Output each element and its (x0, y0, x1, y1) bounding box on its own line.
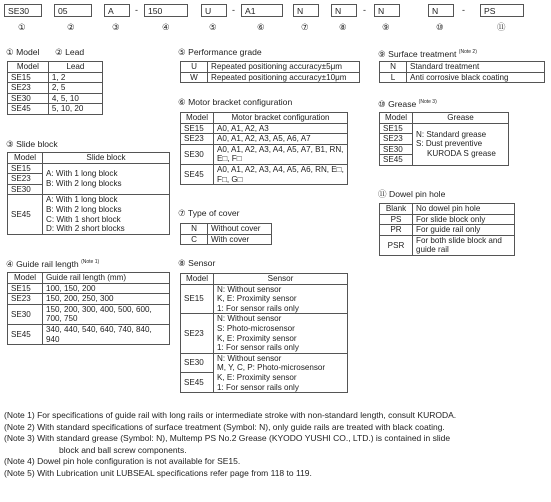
table-header: Slide block (43, 153, 170, 164)
table-row (181, 72, 360, 83)
table-row (8, 104, 103, 115)
table-cell: SE45 (181, 373, 214, 393)
motor-bracket-table (180, 112, 348, 185)
table-header: Model (380, 113, 413, 124)
table-row (380, 225, 515, 236)
performance-table (180, 61, 360, 83)
table-cell: U (181, 62, 208, 73)
table-row (181, 144, 348, 164)
table-cell: A: With 1 long block B: With 2 long blocks (43, 163, 170, 195)
grease-title: ⑩ Grease $^{(Note 3)}$ (378, 98, 437, 109)
table-header: Model (181, 274, 214, 285)
table-row (8, 72, 103, 83)
table-cell: SE45 (380, 155, 413, 166)
table-cell: For both slide block and guide rail (413, 235, 515, 255)
code-seg-slide-block: A (104, 4, 130, 17)
note-5: (Note 5) With Lubrication unit LUBSEAL specifications refer page from 118 to 119. (4, 467, 312, 478)
table-cell: PS (380, 214, 413, 225)
code-index-6: ⑥ (257, 22, 265, 32)
table-cell: A0, A1, A2, A3, A5, A6, A7 (214, 134, 348, 145)
table-row (181, 134, 348, 145)
table-cell: 150, 200, 250, 300 (43, 294, 170, 305)
note-4: (Note 4) Dowel pin hole configuration is not available for SE15. (4, 456, 241, 467)
table-cell: SE30 (8, 184, 43, 195)
code-seg-grease: N (428, 4, 454, 17)
table-cell: SE30 (380, 144, 413, 155)
table-cell: For guide rail only (413, 225, 515, 236)
table-cell: N: Without sensor M, Y, C, P: Photo-microsensor K, E: Proximity sensor 1: For sensor rails only (214, 353, 348, 392)
code-seg-rail-length: 150 (144, 4, 188, 17)
table-cell: 5, 10, 20 (48, 104, 102, 115)
model-code-row (4, 4, 549, 36)
table-cell: W (181, 72, 208, 83)
table-cell: 4, 5, 10 (48, 93, 102, 104)
code-index-1: ① (18, 22, 26, 32)
note-2: (Note 2) With standard specifications of surface treatment (Symbol: N), only guide rails are treated with black coating. (4, 421, 445, 432)
code-seg-sensor: N (331, 4, 357, 17)
table-cell: Repeated positioning accuracy±5μm (208, 62, 360, 73)
table-header: Model (8, 273, 43, 284)
guide-rail-table (7, 272, 170, 345)
code-seg-model: SE30 (4, 4, 42, 17)
table-cell: N (380, 62, 407, 73)
code-index-2: ② (67, 22, 75, 32)
table-cell: SE23 (8, 294, 43, 305)
table-header: Sensor (214, 274, 348, 285)
code-seg-performance: U (201, 4, 227, 17)
footnotes (4, 410, 549, 480)
motor-bracket-title: ⑥ Motor bracket configuration (178, 97, 293, 107)
performance-title: ⑤ Performance grade (178, 47, 262, 57)
table-cell: N: Without sensor K, E: Proximity sensor 1: For sensor rails only (214, 284, 348, 314)
table-row (181, 224, 272, 235)
table-cell: Blank (380, 204, 413, 215)
code-seg-cover: N (293, 4, 319, 17)
cover-table (180, 223, 272, 245)
table-cell: A0, A1, A2, A3, A4, A5, A6, RN, E□, F□, G□ (214, 164, 348, 184)
table-cell: L (380, 72, 407, 83)
table-cell: SE30 (181, 144, 214, 164)
table-cell: 340, 440, 540, 640, 740, 840, 940 (43, 324, 170, 344)
code-index-11: ⑪ (497, 22, 506, 32)
table-row (181, 234, 272, 245)
table-cell: SE15 (181, 284, 214, 314)
dowel-title: ⑪ Dowel pin hole (378, 189, 446, 199)
table-cell: SE45 (8, 195, 43, 234)
table-row (380, 72, 545, 83)
table-cell: SE15 (8, 163, 43, 174)
table-row (8, 195, 170, 234)
table-header: Model (181, 113, 214, 124)
code-index-3: ③ (112, 22, 120, 32)
note-1: (Note 1) For specifications of guide rail with long rails or intermediate stroke with non-standard length, consult KURODA. (4, 410, 457, 420)
table-row (8, 83, 103, 94)
grease-table (379, 112, 509, 166)
table-row (8, 304, 170, 324)
table-cell: PR (380, 225, 413, 236)
table-cell: N (181, 224, 208, 235)
surface-title: ⑨ Surface treatment $^{(Note 2)}$ (378, 48, 477, 59)
code-dash: - (363, 5, 366, 15)
table-cell: For slide block only (413, 214, 515, 225)
table-cell: Without cover (208, 224, 272, 235)
table-row (8, 324, 170, 344)
table-cell: Repeated positioning accuracy±10μm (208, 72, 360, 83)
table-cell: N: Standard grease S: Dust preventive KURODA S grease (413, 123, 509, 165)
table-cell: SE23 (8, 174, 43, 185)
table-cell: SE30 (8, 93, 49, 104)
lead-title: ② Lead (55, 47, 85, 57)
table-cell: SE30 (181, 353, 214, 373)
table-row (380, 204, 515, 215)
table-row (380, 235, 515, 255)
table-cell: SE23 (181, 314, 214, 353)
code-dash: - (135, 5, 138, 15)
table-row (181, 123, 348, 134)
table-cell: SE45 (8, 324, 43, 344)
code-index-5: ⑤ (209, 22, 217, 32)
table-cell: SE15 (8, 72, 49, 83)
table-cell: A0, A1, A2, A3, A4, A5, A7, B1, RN, E□, F□ (214, 144, 348, 164)
table-row (181, 353, 348, 373)
dowel-table (379, 203, 515, 256)
table-row (181, 62, 360, 73)
table-cell: SE45 (8, 104, 49, 115)
table-cell: SE23 (380, 134, 413, 145)
table-header: Grease (413, 113, 509, 124)
table-cell: Standard treatment (407, 62, 545, 73)
sensor-table (180, 273, 348, 393)
table-row (181, 164, 348, 184)
code-index-9: ⑨ (382, 22, 390, 32)
code-index-10: ⑩ (436, 22, 444, 32)
note-3-continued: block and ball screw components. (59, 444, 187, 455)
table-cell: SE15 (181, 123, 214, 134)
code-index-8: ⑧ (339, 22, 347, 32)
table-row (8, 294, 170, 305)
code-index-4: ④ (162, 22, 170, 32)
table-cell: 2, 5 (48, 83, 102, 94)
code-seg-dowel: PS (480, 4, 524, 17)
table-row (380, 214, 515, 225)
slide-block-table (7, 152, 170, 235)
table-row (380, 62, 545, 73)
code-seg-lead: 05 (54, 4, 92, 17)
table-row (8, 163, 170, 174)
table-row (8, 93, 103, 104)
note-3: (Note 3) With standard grease (Symbol: N), Multemp PS No.2 Grease (KYODO YUSHI CO., LTD.) is contained in slide (4, 433, 451, 444)
table-header: Motor bracket configuration (214, 113, 348, 124)
table-row (8, 283, 170, 294)
model-title: ① Model (6, 47, 40, 57)
table-cell: A0, A1, A2, A3 (214, 123, 348, 134)
table-cell: 1, 2 (48, 72, 102, 83)
table-cell: SE15 (8, 283, 43, 294)
table-cell: SE45 (181, 164, 214, 184)
code-seg-motor-bracket: A1 (241, 4, 283, 17)
cover-title: ⑦ Type of cover (178, 208, 240, 218)
table-row (380, 123, 509, 134)
table-cell: A: With 1 long block B: With 2 long blocks C: With 1 short block D: With 2 short blocks (43, 195, 170, 234)
table-cell: Anti corrosive black coating (407, 72, 545, 83)
table-header: Model (8, 153, 43, 164)
table-cell: SE30 (8, 304, 43, 324)
code-index-7: ⑦ (301, 22, 309, 32)
sensor-title: ⑧ Sensor (178, 258, 216, 268)
table-row (181, 284, 348, 314)
table-cell: No dowel pin hole (413, 204, 515, 215)
table-header: Lead (48, 62, 102, 73)
table-cell: 150, 200, 300, 400, 500, 600, 700, 750 (43, 304, 170, 324)
table-row (181, 314, 348, 353)
table-cell: PSR (380, 235, 413, 255)
table-cell: SE23 (181, 134, 214, 145)
table-cell: SE15 (380, 123, 413, 134)
table-cell: With cover (208, 234, 272, 245)
code-dash: - (232, 5, 235, 15)
guide-rail-title: ④ Guide rail length $^{(Note 1)}$ (6, 258, 100, 269)
code-dash: - (462, 5, 465, 15)
model-lead-table (7, 61, 103, 115)
table-cell: SE23 (8, 83, 49, 94)
code-seg-surface: N (374, 4, 400, 17)
table-cell: N: Without sensor S: Photo-microsensor K, E: Proximity sensor 1: For sensor rails only (214, 314, 348, 353)
table-cell: 100, 150, 200 (43, 283, 170, 294)
table-cell: C (181, 234, 208, 245)
slide-block-title: ③ Slide block (6, 139, 58, 149)
table-header: Guide rail length (mm) (43, 273, 170, 284)
surface-table (379, 61, 545, 83)
table-header: Model (8, 62, 49, 73)
